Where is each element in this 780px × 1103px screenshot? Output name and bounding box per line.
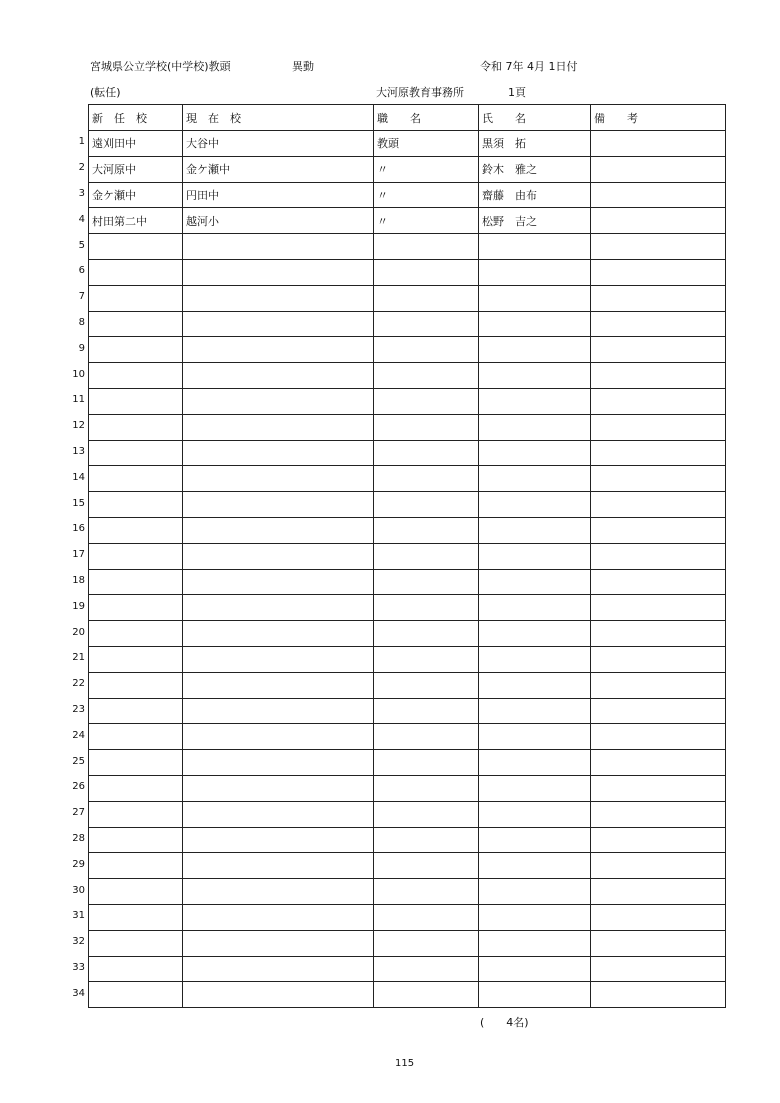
- row-number: 9: [78, 342, 85, 354]
- position-cell: [374, 775, 479, 801]
- row-number: 1: [78, 136, 85, 148]
- current-school-cell: [183, 440, 374, 466]
- row-number: 14: [72, 471, 85, 483]
- table-row: [89, 388, 726, 414]
- name-cell: [479, 517, 591, 543]
- new-school-cell: [89, 363, 183, 389]
- new-school-cell: [89, 466, 183, 492]
- current-school-cell: [183, 956, 374, 982]
- current-school-cell: [183, 363, 374, 389]
- table-row: [89, 904, 726, 930]
- table-row: [89, 131, 726, 157]
- table-row: [89, 156, 726, 182]
- position-cell: [374, 956, 479, 982]
- current-school-cell: [183, 388, 374, 414]
- row-number: 33: [72, 961, 85, 973]
- row-number: 28: [72, 832, 85, 844]
- position-cell: [374, 414, 479, 440]
- new-school-cell: [89, 930, 183, 956]
- position-cell: [374, 595, 479, 621]
- table-row: [89, 879, 726, 905]
- remarks-cell: [591, 414, 726, 440]
- new-school-cell: 遠刈田中: [89, 131, 183, 157]
- row-number: 7: [78, 291, 85, 303]
- document-type: 異動: [292, 60, 314, 73]
- name-cell: 松野 吉之: [479, 208, 591, 234]
- new-school-cell: [89, 672, 183, 698]
- name-cell: [479, 466, 591, 492]
- current-school-cell: [183, 801, 374, 827]
- row-number: 21: [72, 652, 85, 664]
- table-row: [89, 285, 726, 311]
- remarks-cell: [591, 982, 726, 1008]
- row-number: 26: [72, 781, 85, 793]
- position-cell: [374, 543, 479, 569]
- new-school-cell: 村田第二中: [89, 208, 183, 234]
- position-cell: [374, 930, 479, 956]
- new-school-cell: [89, 698, 183, 724]
- current-school-cell: [183, 466, 374, 492]
- personnel-table: [88, 104, 726, 1008]
- position-cell: [374, 259, 479, 285]
- table-row: [89, 595, 726, 621]
- name-cell: [479, 775, 591, 801]
- name-cell: [479, 724, 591, 750]
- new-school-cell: [89, 569, 183, 595]
- page-number: 115: [395, 1058, 415, 1069]
- position-cell: [374, 337, 479, 363]
- new-school-cell: [89, 543, 183, 569]
- current-school-cell: [183, 775, 374, 801]
- remarks-cell: [591, 311, 726, 337]
- name-cell: [479, 621, 591, 647]
- remarks-cell: [591, 208, 726, 234]
- row-number: 29: [72, 858, 85, 870]
- table-row: [89, 311, 726, 337]
- position-cell: [374, 750, 479, 776]
- position-cell: [374, 879, 479, 905]
- table-row: [89, 724, 726, 750]
- name-cell: [479, 956, 591, 982]
- row-number: 12: [72, 420, 85, 432]
- table-row: [89, 672, 726, 698]
- name-cell: [479, 904, 591, 930]
- document-title: 宮城県公立学校(中学校)教頭: [90, 60, 231, 73]
- name-cell: 鈴木 雅之: [479, 156, 591, 182]
- row-number: 24: [72, 729, 85, 741]
- position-cell: [374, 646, 479, 672]
- remarks-cell: [591, 595, 726, 621]
- new-school-cell: [89, 414, 183, 440]
- table-row: [89, 569, 726, 595]
- position-cell: [374, 285, 479, 311]
- row-number: 11: [72, 394, 85, 406]
- table-row: [89, 646, 726, 672]
- new-school-cell: [89, 724, 183, 750]
- effective-date: 令和 7年 4月 1日付: [480, 60, 578, 73]
- position-cell: [374, 569, 479, 595]
- current-school-cell: [183, 930, 374, 956]
- current-school-cell: [183, 311, 374, 337]
- table-row: [89, 208, 726, 234]
- new-school-cell: [89, 517, 183, 543]
- current-school-cell: [183, 724, 374, 750]
- position-cell: [374, 492, 479, 518]
- table-header-row: [89, 105, 726, 131]
- name-cell: [479, 672, 591, 698]
- current-school-cell: [183, 234, 374, 260]
- current-school-cell: [183, 492, 374, 518]
- position-cell: [374, 388, 479, 414]
- position-cell: 〃: [374, 156, 479, 182]
- name-cell: [479, 492, 591, 518]
- name-cell: [479, 388, 591, 414]
- current-school-cell: 円田中: [183, 182, 374, 208]
- row-number: 31: [72, 910, 85, 922]
- name-cell: [479, 750, 591, 776]
- name-cell: [479, 982, 591, 1008]
- row-number: 25: [72, 755, 85, 767]
- position-cell: [374, 311, 479, 337]
- remarks-cell: [591, 259, 726, 285]
- row-number: 22: [72, 678, 85, 690]
- table-row: [89, 750, 726, 776]
- new-school-cell: [89, 492, 183, 518]
- column-header: 職 名: [374, 105, 479, 131]
- new-school-cell: [89, 621, 183, 647]
- name-cell: [479, 259, 591, 285]
- current-school-cell: [183, 646, 374, 672]
- remarks-cell: [591, 234, 726, 260]
- row-number: 4: [78, 213, 85, 225]
- name-cell: [479, 646, 591, 672]
- remarks-cell: [591, 466, 726, 492]
- name-cell: [479, 698, 591, 724]
- current-school-cell: [183, 672, 374, 698]
- new-school-cell: [89, 879, 183, 905]
- table-row: [89, 234, 726, 260]
- row-number: 16: [72, 523, 85, 535]
- new-school-cell: [89, 440, 183, 466]
- current-school-cell: [183, 750, 374, 776]
- position-cell: 〃: [374, 182, 479, 208]
- row-number: 18: [72, 574, 85, 586]
- new-school-cell: [89, 234, 183, 260]
- table-row: [89, 517, 726, 543]
- current-school-cell: [183, 543, 374, 569]
- new-school-cell: [89, 595, 183, 621]
- position-cell: [374, 801, 479, 827]
- transfer-category: (転任): [90, 86, 121, 99]
- remarks-cell: [591, 801, 726, 827]
- new-school-cell: [89, 285, 183, 311]
- name-cell: 黒須 拓: [479, 131, 591, 157]
- new-school-cell: [89, 982, 183, 1008]
- column-header: 備 考: [591, 105, 726, 131]
- table-row: [89, 543, 726, 569]
- name-cell: [479, 234, 591, 260]
- name-cell: [479, 853, 591, 879]
- table-row: [89, 414, 726, 440]
- position-cell: [374, 827, 479, 853]
- remarks-cell: [591, 904, 726, 930]
- row-number: 13: [72, 445, 85, 457]
- row-number: 34: [72, 987, 85, 999]
- column-header: 新 任 校: [89, 105, 183, 131]
- new-school-cell: [89, 853, 183, 879]
- table-row: [89, 621, 726, 647]
- current-school-cell: [183, 982, 374, 1008]
- remarks-cell: [591, 646, 726, 672]
- name-cell: [479, 879, 591, 905]
- name-cell: [479, 337, 591, 363]
- current-school-cell: [183, 337, 374, 363]
- position-cell: [374, 466, 479, 492]
- name-cell: [479, 543, 591, 569]
- name-cell: [479, 569, 591, 595]
- new-school-cell: [89, 337, 183, 363]
- current-school-cell: 越河小: [183, 208, 374, 234]
- current-school-cell: [183, 904, 374, 930]
- new-school-cell: [89, 750, 183, 776]
- remarks-cell: [591, 775, 726, 801]
- position-cell: [374, 517, 479, 543]
- position-cell: [374, 904, 479, 930]
- table-row: [89, 801, 726, 827]
- current-school-cell: [183, 853, 374, 879]
- new-school-cell: [89, 388, 183, 414]
- new-school-cell: [89, 904, 183, 930]
- current-school-cell: [183, 259, 374, 285]
- remarks-cell: [591, 131, 726, 157]
- name-cell: [479, 414, 591, 440]
- table-row: [89, 337, 726, 363]
- new-school-cell: [89, 956, 183, 982]
- name-cell: [479, 801, 591, 827]
- current-school-cell: [183, 621, 374, 647]
- row-number: 15: [72, 497, 85, 509]
- current-school-cell: [183, 698, 374, 724]
- new-school-cell: [89, 259, 183, 285]
- position-cell: [374, 724, 479, 750]
- column-header: 氏 名: [479, 105, 591, 131]
- row-number: 8: [78, 316, 85, 328]
- office-name: 大河原教育事務所: [376, 86, 464, 99]
- row-number: 30: [72, 884, 85, 896]
- position-cell: [374, 621, 479, 647]
- remarks-cell: [591, 569, 726, 595]
- current-school-cell: [183, 517, 374, 543]
- remarks-cell: [591, 492, 726, 518]
- remarks-cell: [591, 388, 726, 414]
- position-cell: [374, 440, 479, 466]
- name-cell: [479, 363, 591, 389]
- new-school-cell: 大河原中: [89, 156, 183, 182]
- new-school-cell: [89, 311, 183, 337]
- table-row: [89, 982, 726, 1008]
- name-cell: [479, 311, 591, 337]
- new-school-cell: [89, 801, 183, 827]
- remarks-cell: [591, 285, 726, 311]
- new-school-cell: 金ケ瀬中: [89, 182, 183, 208]
- table-row: [89, 698, 726, 724]
- row-number: 17: [72, 549, 85, 561]
- remarks-cell: [591, 621, 726, 647]
- new-school-cell: [89, 827, 183, 853]
- remarks-cell: [591, 517, 726, 543]
- new-school-cell: [89, 775, 183, 801]
- table-row: [89, 440, 726, 466]
- row-number: 23: [72, 703, 85, 715]
- current-school-cell: [183, 827, 374, 853]
- name-cell: [479, 285, 591, 311]
- row-number: 32: [72, 936, 85, 948]
- position-cell: [374, 853, 479, 879]
- table-row: [89, 363, 726, 389]
- remarks-cell: [591, 337, 726, 363]
- position-cell: [374, 982, 479, 1008]
- remarks-cell: [591, 363, 726, 389]
- table-row: [89, 492, 726, 518]
- position-cell: [374, 234, 479, 260]
- position-cell: 〃: [374, 208, 479, 234]
- table-row: [89, 182, 726, 208]
- row-number: 20: [72, 626, 85, 638]
- remarks-cell: [591, 543, 726, 569]
- remarks-cell: [591, 672, 726, 698]
- current-school-cell: [183, 595, 374, 621]
- name-cell: [479, 595, 591, 621]
- table-row: [89, 956, 726, 982]
- table-row: [89, 259, 726, 285]
- table-row: [89, 775, 726, 801]
- table-row: [89, 466, 726, 492]
- row-number: 6: [78, 265, 85, 277]
- column-header: 現 在 校: [183, 105, 374, 131]
- new-school-cell: [89, 646, 183, 672]
- remarks-cell: [591, 724, 726, 750]
- row-number: 10: [72, 368, 85, 380]
- current-school-cell: [183, 879, 374, 905]
- table-row: [89, 853, 726, 879]
- row-number: 2: [78, 162, 85, 174]
- remarks-cell: [591, 440, 726, 466]
- remarks-cell: [591, 827, 726, 853]
- name-cell: [479, 930, 591, 956]
- remarks-cell: [591, 956, 726, 982]
- remarks-cell: [591, 930, 726, 956]
- row-number: 27: [72, 807, 85, 819]
- page-label: 1頁: [508, 86, 526, 99]
- remarks-cell: [591, 156, 726, 182]
- table-row: [89, 827, 726, 853]
- name-cell: 齋藤 由布: [479, 182, 591, 208]
- current-school-cell: 大谷中: [183, 131, 374, 157]
- remarks-cell: [591, 750, 726, 776]
- current-school-cell: [183, 569, 374, 595]
- remarks-cell: [591, 879, 726, 905]
- table-row: [89, 930, 726, 956]
- remarks-cell: [591, 182, 726, 208]
- name-cell: [479, 827, 591, 853]
- row-number: 19: [72, 600, 85, 612]
- current-school-cell: [183, 285, 374, 311]
- position-cell: [374, 698, 479, 724]
- row-number: 3: [78, 187, 85, 199]
- name-cell: [479, 440, 591, 466]
- row-number: 5: [78, 239, 85, 251]
- position-cell: [374, 672, 479, 698]
- position-cell: [374, 363, 479, 389]
- current-school-cell: [183, 414, 374, 440]
- remarks-cell: [591, 853, 726, 879]
- position-cell: 教頭: [374, 131, 479, 157]
- current-school-cell: 金ケ瀬中: [183, 156, 374, 182]
- total-count: ( 4名): [480, 1016, 529, 1029]
- remarks-cell: [591, 698, 726, 724]
